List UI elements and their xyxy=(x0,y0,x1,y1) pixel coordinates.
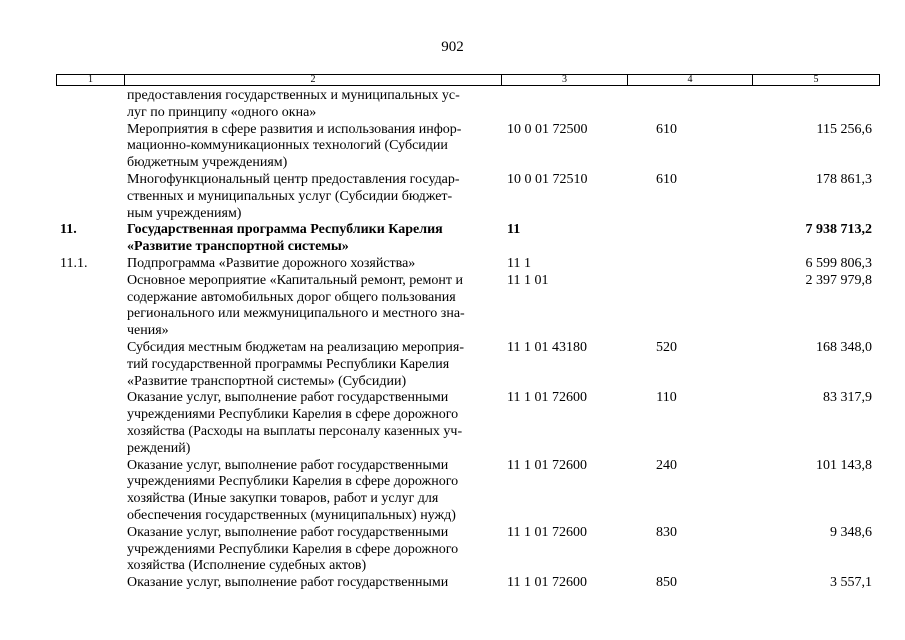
row-name-line: мационно-коммуникационных технологий (Субсидии xyxy=(127,138,448,154)
row-number: 11.1. xyxy=(60,255,88,271)
row-name-line: бюджетным учреждениям) xyxy=(127,155,288,171)
table-row xyxy=(56,256,880,273)
row-name-line: хозяйства (Расходы на выплаты персоналу казенных уч- xyxy=(127,423,463,439)
row-expense-type: 110 xyxy=(656,390,677,406)
row-code: 11 1 01 72600 xyxy=(507,524,587,540)
row-code: 10 0 01 72510 xyxy=(507,171,588,187)
page-number: 902 xyxy=(441,39,464,55)
row-name xyxy=(124,340,501,390)
table-row xyxy=(56,575,880,592)
row-name xyxy=(124,390,501,457)
row-name xyxy=(124,172,501,222)
row-name-line: регионального или межмуниципального и местного зна- xyxy=(127,306,465,322)
row-name-line: хозяйства (Иные закупки товаров, работ и услуг для xyxy=(127,491,439,507)
table-row xyxy=(56,458,880,525)
row-code: 11 xyxy=(507,222,521,238)
row-expense-type: 610 xyxy=(656,171,677,187)
row-name-line: «Развитие транспортной системы» (Субсидии) xyxy=(127,373,407,389)
table-row xyxy=(56,340,880,390)
row-name xyxy=(124,525,501,575)
row-expense-type: 520 xyxy=(656,339,677,355)
row-name-line: содержание автомобильных дорог общего пользования xyxy=(127,289,456,305)
row-name-line: Субсидия местным бюджетам на реализацию мероприя- xyxy=(127,339,465,355)
row-name xyxy=(124,458,501,525)
row-name-line: реждений) xyxy=(127,440,191,456)
row-name-line: Основное мероприятие «Капитальный ремонт, ремонт и xyxy=(127,272,463,288)
row-name-line: «Развитие транспортной системы» xyxy=(127,239,349,255)
row-name-line: Подпрограмма «Развитие дорожного хозяйства» xyxy=(127,255,416,271)
row-code: 11 1 01 72600 xyxy=(507,457,587,473)
row-name-line: учреждениями Республики Карелия в сфере дорожного xyxy=(127,541,459,557)
row-name-line: Оказание услуг, выполнение работ государственными xyxy=(127,457,449,473)
table-row xyxy=(56,222,880,256)
row-code: 11 1 01 xyxy=(507,272,549,288)
row-name-line: Государственная программа Республики Карелия xyxy=(127,222,443,238)
row-amount: 83 317,9 xyxy=(823,390,872,406)
row-name xyxy=(124,88,501,122)
column-header-2: 2 xyxy=(125,75,502,85)
row-name xyxy=(124,256,501,273)
row-name-line: ным учреждениям) xyxy=(127,205,242,221)
row-name-line: учреждениями Республики Карелия в сфере дорожного xyxy=(127,474,459,490)
row-name-line: Мероприятия в сфере развития и использования инфор- xyxy=(127,121,462,137)
column-header-3: 3 xyxy=(502,75,628,85)
row-name xyxy=(124,222,501,256)
column-header-4: 4 xyxy=(628,75,753,85)
row-name-line: предоставления государственных и муниципальных ус- xyxy=(127,88,460,103)
table-row xyxy=(56,172,880,222)
row-name-line: Оказание услуг, выполнение работ государственными xyxy=(127,524,449,540)
row-name xyxy=(124,273,501,340)
row-code: 11 1 01 72600 xyxy=(507,390,587,406)
row-name xyxy=(124,122,501,172)
row-amount: 178 861,3 xyxy=(816,171,872,187)
column-number-header xyxy=(56,74,880,86)
table-row xyxy=(56,122,880,172)
column-header-1: 1 xyxy=(57,75,125,85)
row-name-line: ственных и муниципальных услуг (Субсидии бюджет- xyxy=(127,188,453,204)
row-code: 11 1 xyxy=(507,255,531,271)
row-name-line: обеспечения государственных (муниципальных) нужд) xyxy=(127,507,456,523)
row-name-line: учреждениями Республики Карелия в сфере дорожного xyxy=(127,407,459,423)
row-amount: 168 348,0 xyxy=(816,339,872,355)
row-name-line: тий государственной программы Республики Карелия xyxy=(127,356,450,372)
row-amount: 9 348,6 xyxy=(830,524,872,540)
row-name-line: Оказание услуг, выполнение работ государственными xyxy=(127,575,449,591)
row-expense-type: 240 xyxy=(656,457,677,473)
row-name-line: хозяйства (Исполнение судебных актов) xyxy=(127,558,367,574)
row-code: 10 0 01 72500 xyxy=(507,121,588,137)
row-amount: 6 599 806,3 xyxy=(805,255,872,271)
row-name-line: Многофункциональный центр предоставления государ- xyxy=(127,171,460,187)
row-amount: 3 557,1 xyxy=(830,575,872,591)
row-amount: 2 397 979,8 xyxy=(805,272,872,288)
table-row xyxy=(56,525,880,575)
row-expense-type: 830 xyxy=(656,524,677,540)
row-amount: 101 143,8 xyxy=(816,457,872,473)
row-name xyxy=(124,575,501,592)
row-amount: 115 256,6 xyxy=(816,121,872,137)
row-code: 11 1 01 72600 xyxy=(507,575,587,591)
row-expense-type: 850 xyxy=(656,575,677,591)
table-row xyxy=(56,273,880,340)
row-number: 11. xyxy=(60,222,77,238)
row-expense-type: 610 xyxy=(656,121,677,137)
row-code: 11 1 01 43180 xyxy=(507,339,587,355)
budget-table-body xyxy=(56,88,880,592)
row-name-line: Оказание услуг, выполнение работ государственными xyxy=(127,390,449,406)
column-header-5: 5 xyxy=(813,74,819,85)
table-row xyxy=(56,88,880,122)
row-name-line: чения» xyxy=(127,323,169,339)
row-name-line: луг по принципу «одного окна» xyxy=(127,104,317,120)
row-amount: 7 938 713,2 xyxy=(805,222,872,238)
table-row xyxy=(56,390,880,457)
